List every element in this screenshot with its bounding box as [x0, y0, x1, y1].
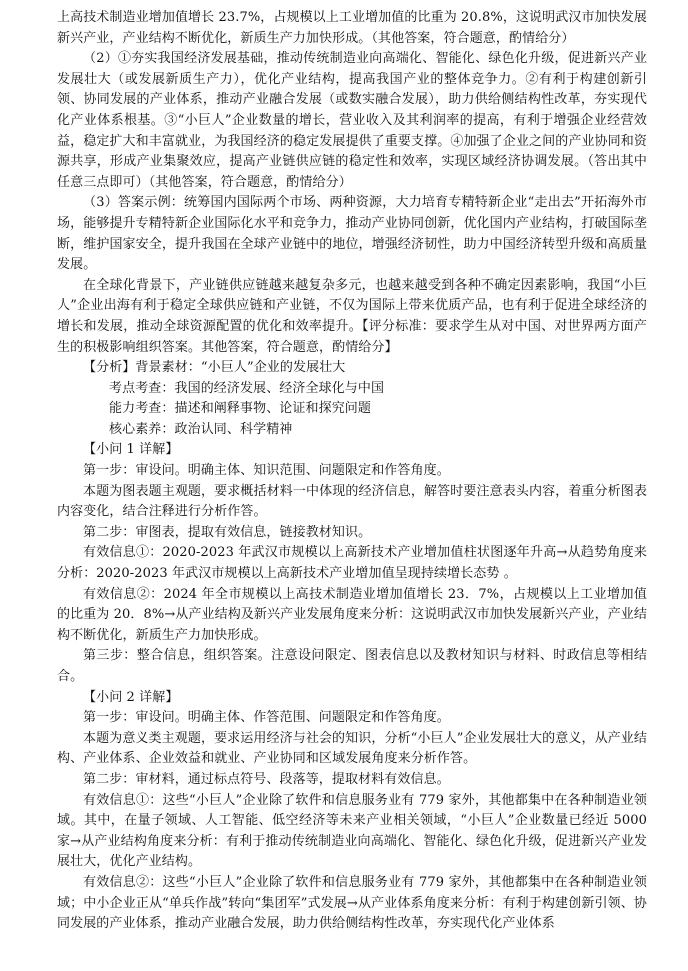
core-literacy-line: 核心素养：政治认同、科学精神: [109, 421, 293, 437]
q2-info-2: 有效信息②：这些“小巨人”企业除了软件和信息服务业有 779 家外，其他都集中在各种制造业领域；中小企业正从“单兵作战”转向“集团军”式发展→从产业体系角度来分析：有利于构建创新引领、协同发展的产业体系，推动产业融合发展，助力供给侧结构性改革，夯实现代化产业体系: [57, 874, 647, 932]
q2-question-type: 本题为意义类主观题，要求运用经济与社会的知识，分析“小巨人”企业发展壮大的意义，从产业结构、产业体系、企业效益和就业、产业协同和区域发展角度来分析作答。: [57, 730, 647, 767]
q1-step-3: 第三步：整合信息，组织答案。注意设问限定、图表信息以及教材知识与材料、时政信息等相结合。: [57, 648, 647, 684]
document-page: [57, 8, 647, 935]
analysis-heading: 【分析】背景素材：“小巨人”企业的发展壮大: [83, 360, 346, 376]
answer-paragraph-1-conclusion: 上高技术制造业增加值增长 23.7%，占规模以上工业增加值的比重为 20.8%，这说明武汉市加快发展新兴产业，产业结构不断优化，新质生产力加快形成。（其他答案，符合题意，酌情给分）: [57, 10, 647, 46]
question-1-detail-heading: 【小问 1 详解】: [83, 442, 179, 458]
q1-question-type: 本题为图表题主观题，要求概括材料一中体现的经济信息，解答时要注意表头内容，着重分析图表内容变化，结合注释进行分析作答。: [57, 483, 647, 520]
q1-info-2: 有效信息②：2024 年全市规模以上高技术制造业增加值增长 23．7%，占规模以上工业增加值的比重为 20．8%→从产业结构及新兴产业发展角度来分析：这说明武汉市加快发展新兴产业，产业结构不断优化，新质生产力加快形成。: [57, 586, 647, 643]
answer-paragraph-3: （3）答案示例：统筹国内国际两个市场、两种资源，大力培育专精特新企业“走出去”开拓海外市场，能够提升专精特新企业国际化水平和竞争力，推动产业协同创新，优化国内产业结构，打破国际垄断，维护国家安全，提升我国在全球产业链中的地位，增强经济韧性，助力中国经济转型升级和高质量发展。: [57, 195, 647, 273]
q1-step-2: 第二步：审图表，提取有效信息，链接教材知识。: [83, 524, 372, 540]
exam-point-line: 考点考查：我国的经济发展、经济全球化与中国: [109, 380, 385, 396]
ability-line: 能力考查：描述和阐释事物、论证和探究问题: [109, 401, 372, 417]
answer-paragraph-2: （2）①夯实我国经济发展基础，推动传统制造业向高端化、智能化、绿色化升级，促进新兴产业发展壮大（或发展新质生产力），优化产业结构，提高我国产业的整体竞争力。②有利于构建创新引领、协同发展的产业体系，推动产业融合发展（或数实融合发展），助力供给侧结构性改革，夯实现代化产业体系根基。③“小巨人”企业数量的增长，营业收入及其利润率的提高，有利于增强企业经营效益，稳定扩大和丰富就业，为我国经济的稳定发展提供了重要支撑。④加强了企业之间的产业协同和资源共享，形成产业集聚效应，提高产业链供应链的稳定性和效率，实现区域经济协调发展。（答出其中任意三点即可）（其他答案，符合题意，酌情给分）: [57, 51, 647, 190]
q2-step-1: 第一步：审设问。明确主体、作答范围、问题限定和作答角度。: [83, 710, 450, 726]
q1-info-1: 有效信息①：2020-2023 年武汉市规模以上高新技术产业增加值柱状图逐年升高→从趋势角度来分析：2020-2023 年武汉市规模以上高新技术产业增加值呈现持续增长态势 。: [57, 545, 647, 582]
answer-paragraph-3-continued: 在全球化背景下，产业链供应链越来越复杂多元，也越来越受到各种不确定因素影响，我国“小巨人”企业出海有利于稳定全球供应链和产业链，不仅为国际上带来优质产品，也有利于促进全球经济的增长和发展，推动全球资源配置的优化和效率提升。【评分标准：要求学生从对中国、对世界两方面产生的积极影响组织答案。其他答案，符合题意，酌情给分】: [57, 277, 647, 355]
question-2-detail-heading: 【小问 2 详解】: [83, 689, 179, 705]
q1-step-1: 第一步：审设问。明确主体、知识范围、问题限定和作答角度。: [83, 463, 450, 479]
q2-step-2: 第二步：审材料，通过标点符号、段落等，提取材料有效信息。: [83, 771, 450, 787]
q2-info-1: 有效信息①：这些“小巨人”企业除了软件和信息服务业有 779 家外，其他都集中在各种制造业领域。其中，在量子领域、人工智能、低空经济等未来产业相关领域，“小巨人”企业数量已经近 5000 家→从产业结构角度来分析：有利于推动传统制造业向高端化、智能化、绿色化升级，促进新兴产业发展壮大，优化产业结构。: [57, 792, 647, 870]
